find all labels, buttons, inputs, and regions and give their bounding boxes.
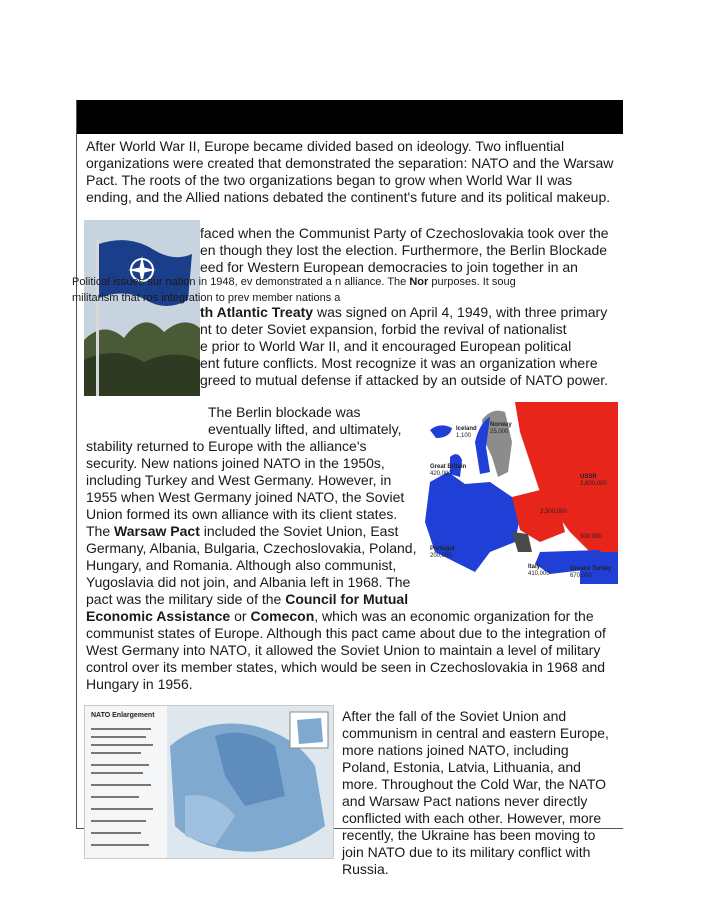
para3-line-8: The Warsaw Pact included the Soviet Union, East	[86, 523, 399, 539]
label-ussr: USSR	[580, 474, 597, 480]
para3-line-16: control over its member states, which would be seen in Czechoslovakia in 1968 and	[86, 659, 606, 675]
label-norway-n: 25,000	[490, 429, 509, 435]
label-italy-n: 410,000	[528, 571, 550, 577]
para4-line-1: After the fall of the Soviet Union and	[342, 708, 567, 724]
label-czech-n: 300,000	[580, 534, 602, 540]
para3-line-12: pact was the military side of the Council for Mutual	[86, 591, 409, 607]
intro-line-2: organizations were created that demonstrated the separation: NATO and the Warsaw	[86, 155, 614, 171]
label-greece: Greece Turkey	[570, 566, 612, 572]
label-gb: Great Britain	[430, 464, 467, 470]
para3-line-13: Economic Assistance or Comecon, which was an economic organization for the	[86, 608, 594, 624]
label-greece-n: 670,000	[570, 573, 592, 579]
para2-line-6: e prior to World War II, and it encouraged European political	[200, 338, 572, 354]
nato-enlargement-map	[84, 705, 334, 859]
nato-legend-title: NATO Enlargement	[91, 712, 155, 719]
para4-line-7: conflicted with each other. However, more	[342, 810, 602, 826]
label-norway: Norway	[490, 422, 512, 428]
para3-line-4: security. New nations joined NATO in the 1950s,	[86, 455, 385, 471]
para4-line-6: and Warsaw Pact nations never directly	[342, 793, 588, 809]
intro-line-1: After World War II, Europe became divided based on ideology. Two influential	[86, 138, 565, 154]
para4-line-2: communism in central and eastern Europe,	[342, 725, 609, 741]
para2-line-2: en though they lost the election. Furthermore, the Berlin Blockade	[200, 242, 608, 258]
para3-line-15: West Germany into NATO, it allowed the Soviet Union to maintain a level of military	[86, 642, 601, 658]
para3-line-10: Hungary, and Romania. Although also communist,	[86, 557, 397, 573]
para3-line-9: Germany, Albania, Bulgaria, Czechoslovakia, Poland,	[86, 540, 417, 556]
label-gb-n: 420,000	[430, 471, 452, 477]
para4-line-4: Poland, Estonia, Latvia, Lithuania, and	[342, 759, 581, 775]
overlay-line-1: Political issues sur nation in 1948, ev demonstrated a n alliance. The Nor purposes. It soug	[72, 276, 516, 288]
label-portugal: Portugal	[430, 546, 455, 552]
nato-flag-photo	[84, 220, 200, 396]
para3-line-3: stability returned to Europe with the alliance's	[86, 438, 367, 454]
cold-war-europe-map	[420, 402, 618, 584]
para3-line-2: eventually lifted, and ultimately,	[208, 421, 402, 437]
para4-line-3: more nations joined NATO, including	[342, 742, 569, 758]
intro-line-4: ending, and the Allied nations debated the continent's future and its political makeup.	[86, 189, 611, 205]
para4-line-5: more. Throughout the Cold War, the NATO	[342, 776, 607, 792]
para4-line-9: join NATO due to its military conflict with	[342, 844, 591, 860]
para2-line-1: faced when the Communist Party of Czechoslovakia took over the	[200, 225, 609, 241]
label-iceland-n: 1,100	[456, 433, 472, 439]
para3-line-7: Union formed its own alliance with its client states.	[86, 506, 398, 522]
label-italy: Italy	[528, 564, 541, 570]
label-ussr-n: 2,600,000	[580, 481, 607, 487]
para2-line-4: th Atlantic Treaty was signed on April 4, 1949, with three primary	[200, 304, 608, 320]
label-poland-n: 2,300,000	[540, 509, 567, 515]
para3-line-11: Yugoslavia did not join, and Albania left in 1968. The	[86, 574, 411, 590]
intro-line-3: Pact. The roots of the two organizations began to grow when World War II was	[86, 172, 573, 188]
overlay-line-2: militarism that ros integration to prev member nations a	[72, 292, 341, 304]
para4-line-10: Russia.	[342, 861, 389, 877]
para3-line-6: 1955 when West Germany joined NATO, the Soviet	[86, 489, 405, 505]
para2-line-5: nt to deter Soviet expansion, forbid the revival of nationalist	[200, 321, 567, 337]
para2-line-3: eed for Western European democracies to join together in an	[200, 259, 578, 275]
para3-line-14: communist states of Europe. Although this pact came about due to the integration of	[86, 625, 606, 641]
para3-line-1: The Berlin blockade was	[208, 404, 361, 420]
para3-line-5: including Turkey and West Germany. However, in	[86, 472, 392, 488]
para2-line-8: greed to mutual defense if attacked by an outside of NATO power.	[200, 372, 609, 388]
para2-line-7: ent future conflicts. Most recognize it was an organization where	[200, 355, 598, 371]
label-iceland: Iceland	[456, 426, 477, 432]
label-portugal-n: 200,000	[430, 553, 452, 559]
para3-line-17: Hungary in 1956.	[86, 676, 193, 692]
para4-line-8: recently, the Ukraine has been moving to	[342, 827, 596, 843]
